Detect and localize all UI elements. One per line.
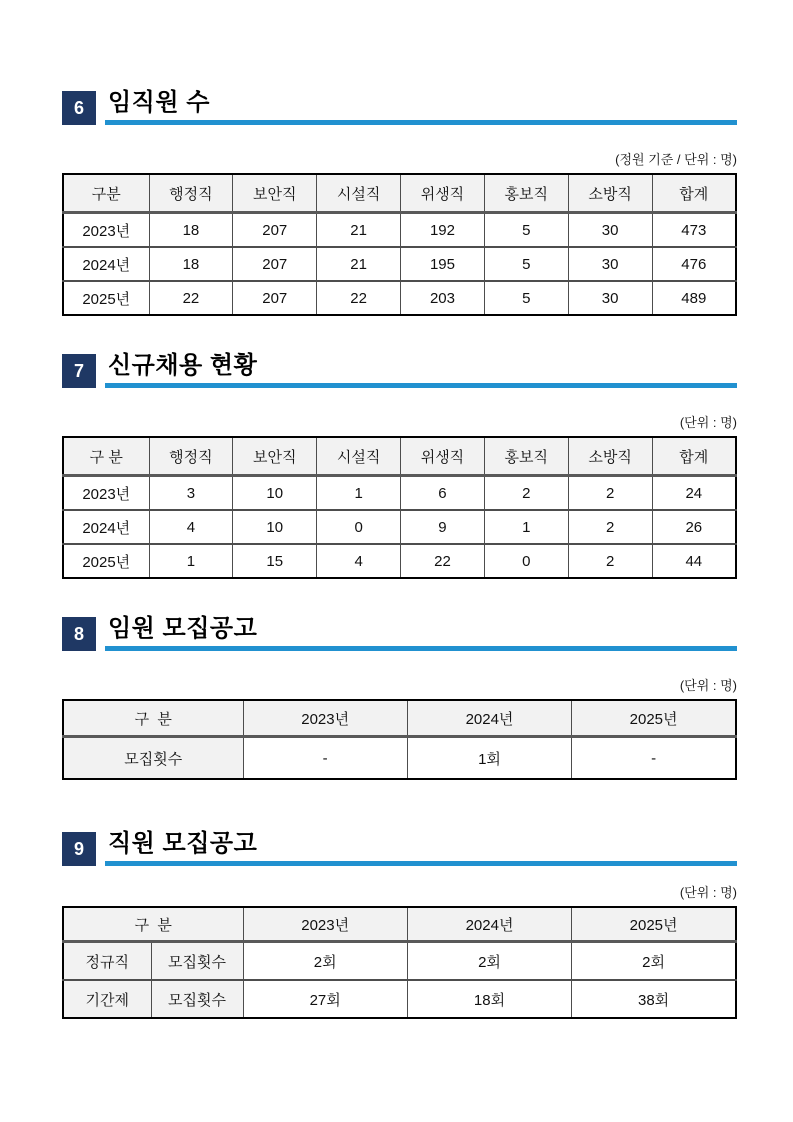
- column-header: 시설직: [317, 437, 401, 476]
- section-title: 임원 모집공고: [108, 614, 258, 642]
- table-cell: 473: [652, 213, 736, 248]
- column-header: 행정직: [149, 437, 233, 476]
- table-cell: 1: [149, 544, 233, 578]
- column-header: 위생직: [401, 437, 485, 476]
- title-underline: [105, 351, 737, 388]
- section-header: [62, 614, 737, 651]
- table-cell: 10: [233, 476, 317, 511]
- section-header: [62, 351, 737, 388]
- table-cell: 30: [568, 213, 652, 248]
- table-cell: 22: [149, 281, 233, 315]
- table-cell: 5: [484, 213, 568, 248]
- table-cell: 5: [484, 247, 568, 281]
- title-underline: [105, 88, 737, 125]
- row-sublabel: 모집횟수: [151, 980, 243, 1018]
- table-cell: 192: [401, 213, 485, 248]
- row-label: 2024년: [63, 247, 149, 281]
- table-header-row: [63, 174, 736, 213]
- table-cell: 18: [149, 247, 233, 281]
- table-cell: 0: [484, 544, 568, 578]
- table-cell: 2회: [572, 942, 736, 981]
- table-cell: 1: [317, 476, 401, 511]
- table-cell: 489: [652, 281, 736, 315]
- row-sublabel: 모집횟수: [151, 942, 243, 981]
- table-row: [63, 281, 736, 315]
- column-header: 2023년: [243, 907, 407, 942]
- table-cell: 195: [401, 247, 485, 281]
- title-underline: [105, 829, 737, 866]
- table-header-row: [63, 907, 736, 942]
- column-header: 보안직: [233, 174, 317, 213]
- table-cell: 5: [484, 281, 568, 315]
- row-label: 2024년: [63, 510, 149, 544]
- section-executive-recruitment: [62, 614, 737, 780]
- row-label: 모집횟수: [63, 737, 243, 780]
- column-header: 시설직: [317, 174, 401, 213]
- column-header: 2023년: [243, 700, 407, 737]
- unit-note: (단위 : 명): [679, 678, 737, 693]
- row-label: 2025년: [63, 281, 149, 315]
- table-cell: 18회: [407, 980, 571, 1018]
- table-cell: 207: [233, 213, 317, 248]
- column-header: 2025년: [572, 700, 736, 737]
- column-header: 구 분: [63, 907, 243, 942]
- section-number-badge: 9: [62, 832, 96, 866]
- table-cell: 2: [568, 476, 652, 511]
- table-cell: 38회: [572, 980, 736, 1018]
- section-staff-recruitment: [62, 829, 737, 1019]
- column-header: 합계: [652, 437, 736, 476]
- table-row: [63, 476, 736, 511]
- table-cell: 15: [233, 544, 317, 578]
- unit-note: (단위 : 명): [679, 885, 737, 900]
- section-new-hires: [62, 351, 737, 579]
- section-number-badge: 6: [62, 91, 96, 125]
- table-row: [63, 942, 736, 981]
- table-row: [63, 510, 736, 544]
- table-cell: -: [243, 737, 407, 780]
- table-cell: 27회: [243, 980, 407, 1018]
- table-header-row: [63, 437, 736, 476]
- table-row: [63, 737, 736, 780]
- page-content: [62, 0, 737, 1019]
- table-row: [63, 544, 736, 578]
- table-cell: 1: [484, 510, 568, 544]
- section-title: 직원 모집공고: [108, 829, 258, 857]
- table-cell: 3: [149, 476, 233, 511]
- table-cell: 18: [149, 213, 233, 248]
- table-cell: 203: [401, 281, 485, 315]
- row-label: 2025년: [63, 544, 149, 578]
- section-title: 임직원 수: [108, 88, 210, 116]
- row-label: 2023년: [63, 213, 149, 248]
- column-header: 합계: [652, 174, 736, 213]
- table-cell: 207: [233, 247, 317, 281]
- table-cell: 2: [484, 476, 568, 511]
- column-header: 홍보직: [484, 174, 568, 213]
- staff-recruitment-table: [62, 906, 737, 1019]
- table-cell: 22: [317, 281, 401, 315]
- table-row: [63, 980, 736, 1018]
- column-header: 소방직: [568, 174, 652, 213]
- employee-count-table: [62, 173, 737, 316]
- unit-note: (단위 : 명): [679, 415, 737, 430]
- table-cell: 207: [233, 281, 317, 315]
- column-header: 소방직: [568, 437, 652, 476]
- section-employee-count: [62, 88, 737, 316]
- table-cell: 30: [568, 247, 652, 281]
- table-cell: 21: [317, 213, 401, 248]
- table-cell: 2: [568, 510, 652, 544]
- title-underline: [105, 614, 737, 651]
- column-header: 행정직: [149, 174, 233, 213]
- row-label: 기간제: [63, 980, 151, 1018]
- column-header: 2024년: [407, 907, 571, 942]
- table-cell: 4: [317, 544, 401, 578]
- table-header-row: [63, 700, 736, 737]
- column-header: 2025년: [572, 907, 736, 942]
- table-row: [63, 213, 736, 248]
- section-title: 신규채용 현황: [108, 351, 258, 379]
- column-header: 구분: [63, 174, 149, 213]
- column-header: 홍보직: [484, 437, 568, 476]
- row-label: 정규직: [63, 942, 151, 981]
- table-cell: 10: [233, 510, 317, 544]
- row-label: 2023년: [63, 476, 149, 511]
- section-header: [62, 829, 737, 866]
- executive-recruitment-table: [62, 699, 737, 780]
- table-cell: 30: [568, 281, 652, 315]
- table-cell: 6: [401, 476, 485, 511]
- section-number-badge: 7: [62, 354, 96, 388]
- section-number-badge: 8: [62, 617, 96, 651]
- table-cell: 2: [568, 544, 652, 578]
- column-header: 위생직: [401, 174, 485, 213]
- table-cell: 21: [317, 247, 401, 281]
- column-header: 구 분: [63, 437, 149, 476]
- table-cell: 24: [652, 476, 736, 511]
- table-cell: 2회: [243, 942, 407, 981]
- table-cell: 2회: [407, 942, 571, 981]
- unit-note: (정원 기준 / 단위 : 명): [615, 152, 737, 167]
- table-cell: 9: [401, 510, 485, 544]
- table-row: [63, 247, 736, 281]
- table-cell: 26: [652, 510, 736, 544]
- table-cell: -: [572, 737, 736, 780]
- table-cell: 1회: [407, 737, 571, 780]
- table-cell: 22: [401, 544, 485, 578]
- new-hires-table: [62, 436, 737, 579]
- column-header: 보안직: [233, 437, 317, 476]
- table-cell: 0: [317, 510, 401, 544]
- table-cell: 476: [652, 247, 736, 281]
- table-cell: 4: [149, 510, 233, 544]
- table-cell: 44: [652, 544, 736, 578]
- section-header: [62, 88, 737, 125]
- column-header: 구 분: [63, 700, 243, 737]
- column-header: 2024년: [407, 700, 571, 737]
